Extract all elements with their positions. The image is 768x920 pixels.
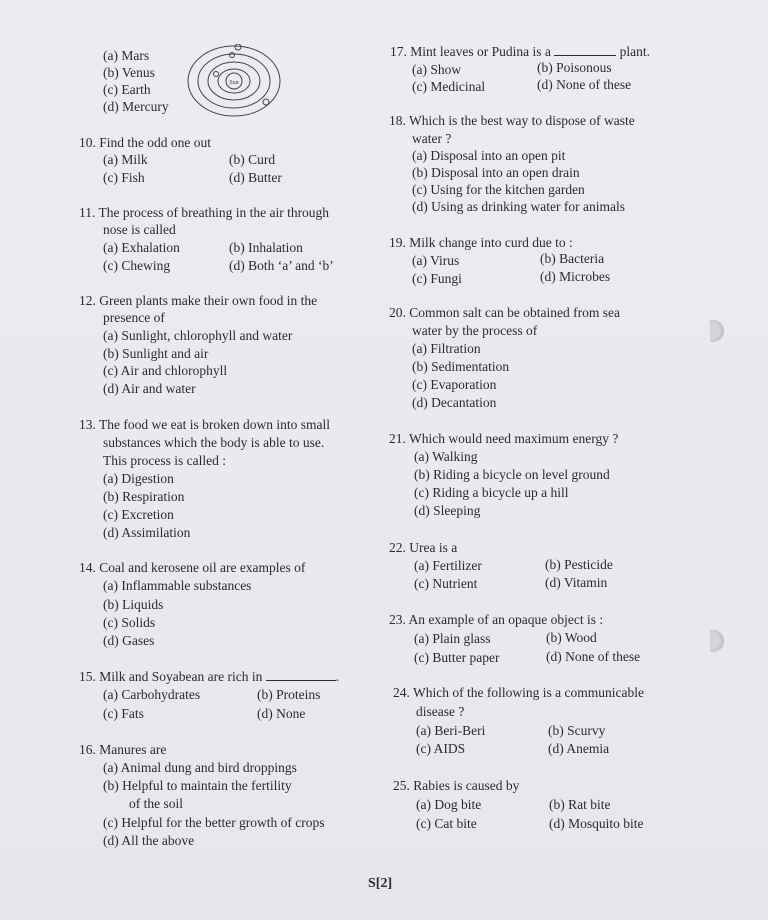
q23-option-a: (a) Plain glass (414, 631, 491, 646)
q10-option-a: (a) Milk (103, 152, 148, 167)
q24-stem-line1: 24. Which of the following is a communicable (393, 685, 644, 700)
q10-option-c: (c) Fish (103, 170, 145, 185)
q24-option-a: (a) Beri-Beri (416, 723, 486, 738)
q24-option-d: (d) Anemia (548, 741, 610, 756)
q19-option-b: (b) Bacteria (540, 251, 605, 266)
q24-stem-line2: disease ? (416, 704, 465, 719)
q12-stem-line2: presence of (103, 310, 165, 325)
q17-stem-text: 17. Mint leaves or Pudina is a (390, 44, 551, 59)
q17-option-a: (a) Show (412, 62, 462, 77)
q9-option-a: (a) Mars (103, 48, 150, 63)
q25-option-b: (b) Rat bite (549, 797, 611, 812)
q12-option-c: (c) Air and chlorophyll (103, 363, 228, 378)
q9-option-c: (c) Earth (103, 82, 151, 97)
q18-option-a: (a) Disposal into an open pit (412, 148, 566, 163)
q25-stem: 25. Rabies is caused by (393, 778, 520, 793)
q20-option-d: (d) Decantation (412, 395, 497, 410)
q20-stem-line2: water by the process of (412, 323, 538, 338)
q17-option-c: (c) Medicinal (412, 79, 486, 94)
q23-option-b: (b) Wood (546, 630, 597, 645)
q16-stem: 16. Manures are (79, 742, 167, 757)
q15-stem-text: 15. Milk and Soyabean are rich in (79, 669, 263, 684)
q13-option-b: (b) Respiration (103, 489, 185, 504)
q25-option-c: (c) Cat bite (416, 816, 477, 831)
q12-option-b: (b) Sunlight and air (103, 346, 209, 361)
q9-option-d: (d) Mercury (103, 99, 169, 114)
q22-option-b: (b) Pesticide (545, 557, 613, 572)
q16-option-b-line2: of the soil (129, 796, 183, 811)
q24-option-b: (b) Scurvy (548, 723, 606, 738)
q21-option-c: (c) Riding a bicycle up a hill (414, 485, 569, 500)
solar-system-diagram (186, 44, 282, 118)
q15-stem-end: . (335, 669, 340, 684)
q15-option-a: (a) Carbohydrates (103, 687, 201, 702)
q12-stem-line1: 12. Green plants make their own food in the (79, 293, 318, 308)
q23-option-c: (c) Butter paper (414, 650, 500, 665)
q15-stem (79, 668, 339, 685)
q16-option-a: (a) Animal dung and bird droppings (103, 760, 297, 775)
q11-option-c: (c) Chewing (103, 258, 171, 273)
q14-option-a: (a) Inflammable substances (103, 578, 252, 593)
q18-option-d: (d) Using as drinking water for animals (412, 199, 625, 214)
q11-option-b: (b) Inhalation (229, 240, 303, 255)
q13-stem-line1: 13. The food we eat is broken down into small (79, 417, 330, 432)
q15-option-d: (d) None (257, 706, 306, 721)
q20-option-b: (b) Sedimentation (412, 359, 510, 374)
q13-stem-line3: This process is called : (103, 453, 226, 468)
punch-hole-lower (710, 630, 724, 652)
q13-option-d: (d) Assimilation (103, 525, 191, 540)
q10-option-b: (b) Curd (229, 152, 276, 167)
q18-option-c: (c) Using for the kitchen garden (412, 182, 585, 197)
q14-stem: 14. Coal and kerosene oil are examples of (79, 560, 306, 575)
q15-option-b: (b) Proteins (257, 687, 321, 702)
punch-hole-upper (710, 320, 724, 342)
q15-option-c: (c) Fats (103, 706, 144, 721)
q23-stem: 23. An example of an opaque object is : (389, 612, 604, 627)
q18-stem-line1: 18. Which is the best way to dispose of waste (389, 113, 635, 128)
q17-blank (554, 43, 616, 56)
q25-option-d: (d) Mosquito bite (549, 816, 644, 831)
q19-stem: 19. Milk change into curd due to : (389, 235, 573, 250)
q21-option-d: (d) Sleeping (414, 503, 481, 518)
q21-stem: 21. Which would need maximum energy ? (389, 431, 619, 446)
q11-option-a: (a) Exhalation (103, 240, 180, 255)
q19-option-a: (a) Virus (412, 253, 460, 268)
q21-option-a: (a) Walking (414, 449, 478, 464)
q21-option-b: (b) Riding a bicycle on level ground (414, 467, 610, 482)
q13-stem-line2: substances which the body is able to use. (103, 435, 325, 450)
q25-option-a: (a) Dog bite (416, 797, 482, 812)
q22-stem: 22. Urea is a (389, 540, 458, 555)
q14-option-b: (b) Liquids (103, 597, 164, 612)
q10-option-d: (d) Butter (229, 170, 282, 185)
q22-option-a: (a) Fertilizer (414, 558, 482, 573)
q14-option-d: (d) Gases (103, 633, 155, 648)
q23-option-d: (d) None of these (546, 649, 641, 664)
q22-option-d: (d) Vitamin (545, 575, 608, 590)
page-code: S[2] (368, 876, 393, 891)
q20-option-a: (a) Filtration (412, 341, 481, 356)
q10-stem: 10. Find the odd one out (79, 135, 211, 150)
q18-option-b: (b) Disposal into an open drain (412, 165, 580, 180)
sun-label: Sun (229, 80, 239, 86)
q16-option-c: (c) Helpful for the better growth of crops (103, 815, 325, 830)
q19-option-d: (d) Microbes (540, 269, 611, 284)
q16-option-b-line1: (b) Helpful to maintain the fertility (103, 778, 292, 793)
q11-stem-line1: 11. The process of breathing in the air through (79, 205, 330, 220)
q17-stem-end: plant. (619, 44, 650, 59)
q17-option-b: (b) Poisonous (537, 60, 612, 75)
q17-stem (390, 43, 650, 60)
q11-stem-line2: nose is called (103, 222, 176, 237)
q22-option-c: (c) Nutrient (414, 576, 478, 591)
q12-option-a: (a) Sunlight, chlorophyll and water (103, 328, 293, 343)
q17-option-d: (d) None of these (537, 77, 632, 92)
q18-stem-line2: water ? (412, 131, 452, 146)
q12-option-d: (d) Air and water (103, 381, 196, 396)
q16-option-d: (d) All the above (103, 833, 195, 848)
q11-option-d: (d) Both ‘a’ and ‘b’ (229, 258, 334, 273)
q15-blank (266, 668, 336, 681)
q14-option-c: (c) Solids (103, 615, 156, 630)
q24-option-c: (c) AIDS (416, 741, 466, 756)
q13-option-c: (c) Excretion (103, 507, 174, 522)
q13-option-a: (a) Digestion (103, 471, 174, 486)
q9-option-b: (b) Venus (103, 65, 155, 80)
q20-option-c: (c) Evaporation (412, 377, 497, 392)
q19-option-c: (c) Fungi (412, 271, 462, 286)
q20-stem-line1: 20. Common salt can be obtained from sea (389, 305, 620, 320)
